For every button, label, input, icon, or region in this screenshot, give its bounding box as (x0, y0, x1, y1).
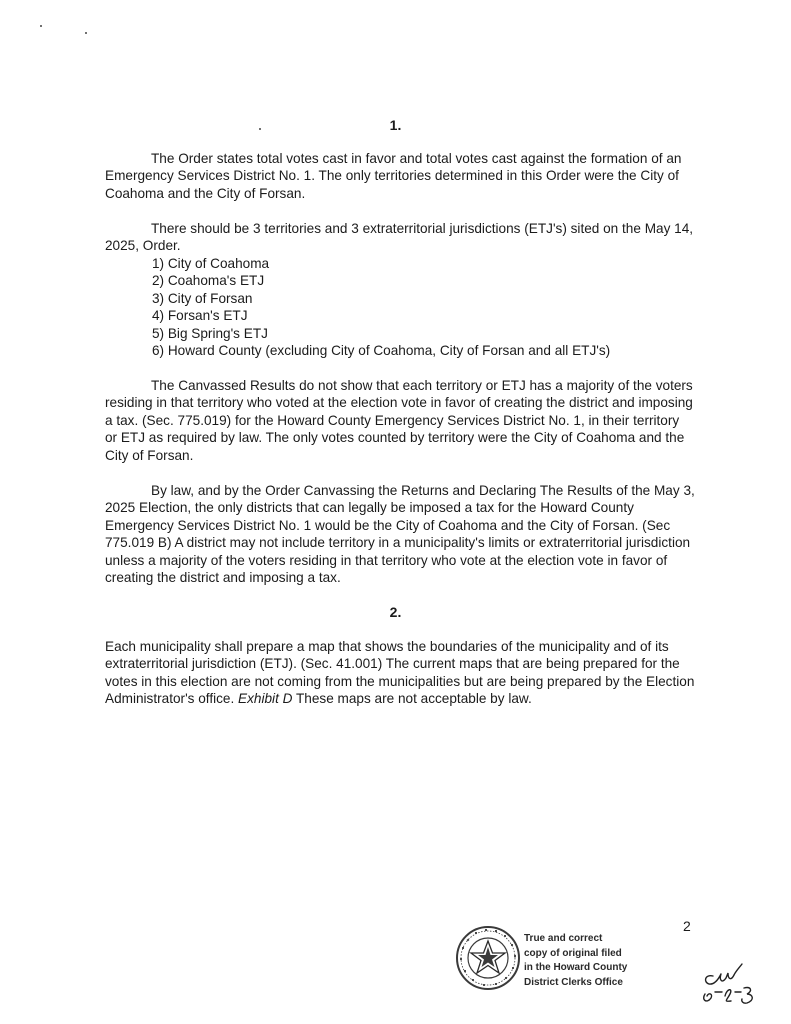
court-seal-icon (455, 925, 521, 991)
stamp-line: True and correct (524, 933, 603, 944)
page-number: 2 (683, 918, 691, 934)
territory-list (152, 255, 610, 359)
section-1-heading: 1. (389, 117, 402, 133)
exhibit-reference: Exhibit D (238, 691, 293, 707)
section-2-paragraph-1 (105, 638, 695, 708)
list-item: 6) Howard County (excluding City of Coahoma, City of Forsan and all ETJ's) (152, 343, 611, 359)
section-2-text-end: These maps are not acceptable by law. (292, 691, 532, 707)
list-item: 3) City of Forsan (152, 290, 253, 306)
list-item: 1) City of Coahoma (152, 256, 270, 271)
section-1-paragraph-1: The Order states total votes cast in favor and total votes cast against the formation of an Emergency Services District No. 1. The only territories determined in this Order were the City of Coahoma and the City of Forsan. (105, 151, 682, 201)
section-2-heading: 2. (389, 604, 402, 620)
section-1-paragraph-2: There should be 3 territories and 3 extraterritorial jurisdictions (ETJ's) sited on the May 14, 2025, Order. (105, 221, 694, 254)
stamp-line: District Clerks Office (524, 976, 623, 988)
scan-speck (40, 25, 42, 27)
section-1-paragraph-4: By law, and by the Order Canvassing the Returns and Declaring The Results of the May 3, 2025 Election, the only districts that can legally be imposed a tax for the Howard County Emergency Services District No. 1 would be the City of Coahoma and the City of Forsan. (Sec 775.019 B) A district may not include territory in a municipality's limits or extraterritorial jurisdiction unless a majority of the voters residing in that territory who vote at the election vote in favor of creating the district and imposing a tax. (105, 483, 695, 586)
stamp-line: in the Howard County (524, 962, 628, 973)
stamp-line: copy of original filed (524, 947, 622, 959)
list-item: 4) Forsan's ETJ (152, 308, 248, 324)
list-item: 5) Big Spring's ETJ (152, 325, 268, 341)
section-1-paragraph-3: The Canvassed Results do not show that each territory or ETJ has a majority of the voters residing in that territory who voted at the election vote in favor of creating the district and imposing a tax. (Sec. 775.019) for the Howard County Emergency Services District No. 1, in their territory or ETJ as required by law. The only votes counted by territory were the City of Coahoma and the City of Forsan. (105, 378, 693, 463)
handwritten-signature (695, 948, 785, 1008)
section-2-text: Each municipality shall prepare a map that shows the boundaries of the municipality and of its extraterritorial jurisdiction (ETJ). (Sec. 41.001) The current maps that are being prepared for the votes in this election are not coming from the municipalities but are being prepared by the Election Administrator's office. (105, 639, 695, 707)
list-item: 2) Coahoma's ETJ (152, 273, 265, 289)
certification-stamp (524, 932, 627, 990)
scan-speck (85, 32, 87, 34)
